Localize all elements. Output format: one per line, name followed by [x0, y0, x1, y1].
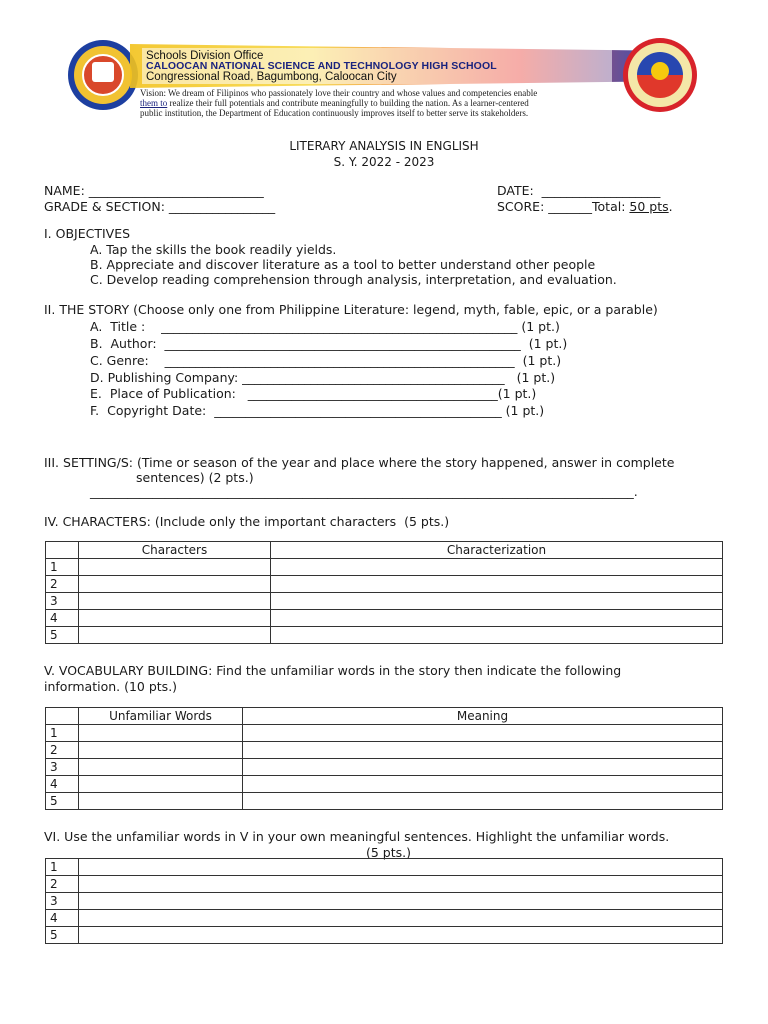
objectives-heading: I. OBJECTIVES	[44, 226, 131, 241]
column-header: Characters	[79, 542, 271, 559]
school-address: Congressional Road, Bagumbong, Caloocan City	[146, 71, 397, 83]
story-genre-field[interactable]: C. Genre: ________________________________________________________ (1 pt.)	[90, 353, 562, 368]
table-row[interactable]: 4	[46, 776, 723, 793]
setting-heading-cont: sentences) (2 pts.)	[136, 470, 254, 485]
table-row[interactable]: 3	[46, 893, 723, 910]
table-header-row	[46, 542, 723, 559]
setting-answer-line[interactable]: _______________________________________________________________________________________.	[90, 484, 638, 499]
table-row[interactable]: 2	[46, 876, 723, 893]
column-header: Unfamiliar Words	[79, 708, 243, 725]
school-name: CALOOCAN NATIONAL SCIENCE AND TECHNOLOGY HIGH SCHOOL	[146, 60, 497, 72]
table-row[interactable]: 1	[46, 559, 723, 576]
office-name: Schools Division Office	[146, 50, 264, 62]
sentences-points: (5 pts.)	[366, 845, 412, 860]
table-row[interactable]: 5	[46, 627, 723, 644]
vision-statement: Vision: We dream of Filipinos who passionately love their country and whose values and competencies enable them to realize their full potentials and contribute meaningfully to building the nation. As a learner-centered public institution, the Department of Education continuously improves itself to better serve its stakeholders.	[140, 88, 538, 118]
story-copyright-field[interactable]: F. Copyright Date: ______________________________________________ (1 pt.)	[90, 403, 545, 418]
score-field[interactable]: SCORE: _______Total: 50 pts.	[497, 199, 673, 214]
table-header-row	[46, 708, 723, 725]
column-header: Characterization	[271, 542, 723, 559]
school-seal-logo	[623, 38, 697, 112]
date-field[interactable]: DATE: ___________________	[497, 183, 661, 198]
story-author-field[interactable]: B. Author: _________________________________________________________ (1 pt.)	[90, 336, 568, 351]
school-header	[60, 38, 710, 118]
table-row[interactable]: 3	[46, 593, 723, 610]
vocabulary-heading: V. VOCABULARY BUILDING: Find the unfamiliar words in the story then indicate the following	[44, 663, 622, 678]
worksheet-title: LITERARY ANALYSIS IN ENGLISH	[289, 139, 479, 153]
characters-table	[45, 541, 723, 644]
name-field[interactable]: NAME: ____________________________	[44, 183, 264, 198]
table-row[interactable]: 2	[46, 742, 723, 759]
objective-a: A. Tap the skills the book readily yields.	[90, 242, 337, 257]
objective-c: C. Develop reading comprehension through analysis, interpretation, and evaluation.	[90, 272, 617, 287]
table-row[interactable]: 2	[46, 576, 723, 593]
objective-b: B. Appreciate and discover literature as a tool to better understand other people	[90, 257, 596, 272]
story-place-field[interactable]: E. Place of Publication: ________________________________________(1 pt.)	[90, 386, 537, 401]
table-row[interactable]: 1	[46, 725, 723, 742]
score-total: 50 pts	[629, 199, 669, 214]
sentences-heading: VI. Use the unfamiliar words in V in your own meaningful sentences. Highlight the unfamiliar words.	[44, 829, 670, 844]
grade-section-field[interactable]: GRADE & SECTION: _________________	[44, 199, 276, 214]
characters-heading: IV. CHARACTERS: (Include only the important characters (5 pts.)	[44, 514, 450, 529]
story-publisher-field[interactable]: D. Publishing Company: __________________________________________ (1 pt.)	[90, 370, 556, 385]
table-row[interactable]: 4	[46, 610, 723, 627]
vocabulary-table	[45, 707, 723, 810]
vocabulary-heading-cont: information. (10 pts.)	[44, 679, 178, 694]
table-row[interactable]: 5	[46, 927, 723, 944]
division-seal-logo	[68, 40, 138, 110]
setting-heading: III. SETTING/S: (Time or season of the year and place where the story happened, answer in complete	[44, 455, 675, 470]
sentences-table	[45, 858, 723, 944]
story-title-field[interactable]: A. Title : _________________________________________________________ (1 pt.)	[90, 319, 560, 334]
table-row[interactable]: 1	[46, 859, 723, 876]
story-heading: II. THE STORY (Choose only one from Philippine Literature: legend, myth, fable, epic, or a parable)	[44, 302, 658, 317]
column-header: Meaning	[243, 708, 723, 725]
table-row[interactable]: 4	[46, 910, 723, 927]
school-year: S. Y. 2022 - 2023	[333, 155, 435, 169]
table-row[interactable]: 5	[46, 793, 723, 810]
table-row[interactable]: 3	[46, 759, 723, 776]
